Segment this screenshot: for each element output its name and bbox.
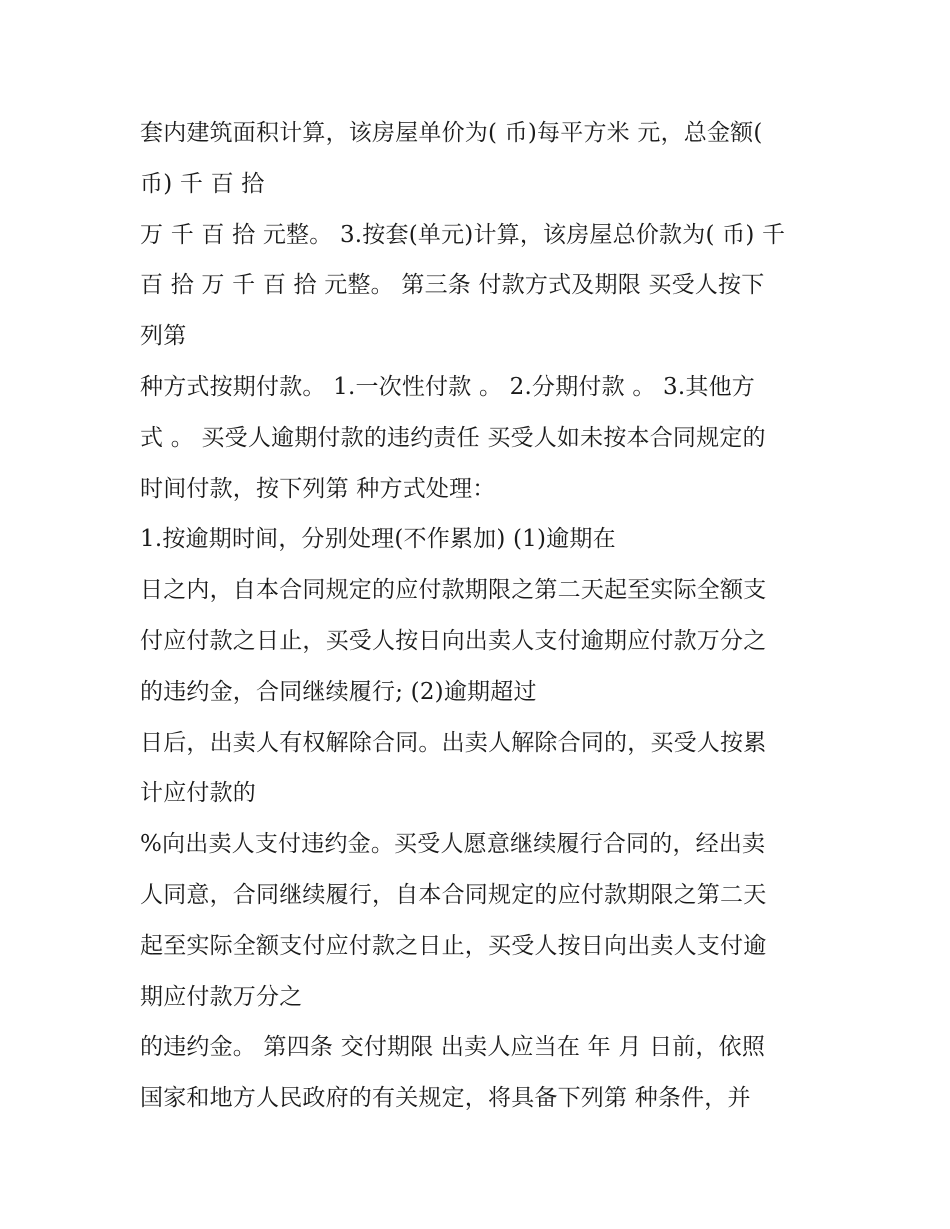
text-line: 起至实际全额支付应付款之日止，买受人按日向出卖人支付逾: [140, 932, 767, 959]
text-line: 币) 千 百 拾: [140, 170, 265, 197]
text-line: 式 。 买受人逾期付款的违约责任 买受人如未按本合同规定的: [140, 424, 766, 451]
text-line: 计应付款的: [140, 780, 256, 807]
text-line: 付应付款之日止，买受人按日向出卖人支付逾期应付款万分之: [140, 627, 767, 654]
text-line: 万 千 百 拾 元整。 3.按套(单元)计算，该房屋总价款为( 币) 千: [140, 221, 786, 248]
contract-body-text: [140, 108, 830, 1124]
text-line: 时间付款，按下列第 种方式处理：: [140, 475, 496, 502]
text-line: 列第: [140, 323, 187, 350]
text-line: 的违约金，合同继续履行; (2)逾期超过: [140, 678, 537, 705]
text-line: 人同意，合同继续履行，自本合同规定的应付款期限之第二天: [140, 881, 767, 908]
text-line: 日之内，自本合同规定的应付款期限之第二天起至实际全额支: [140, 577, 767, 604]
text-line: 国家和地方人民政府的有关规定，将具备下列第 种条件，并: [140, 1085, 751, 1112]
text-line: 百 拾 万 千 百 拾 元整。 第三条 付款方式及期限 买受人按下: [140, 272, 765, 299]
text-line: 种方式按期付款。 1.一次性付款 。 2.分期付款 。 3.其他方: [140, 373, 755, 400]
text-line: %向出卖人支付违约金。买受人愿意继续履行合同的，经出卖: [140, 831, 766, 858]
text-line: 的违约金。 第四条 交付期限 出卖人应当在 年 月 日前，依照: [140, 1034, 766, 1061]
text-line: 套内建筑面积计算，该房屋单价为( 币)每平方米 元，总金额(: [140, 120, 763, 146]
text-line: 日后，出卖人有权解除合同。出卖人解除合同的，买受人按累: [140, 729, 767, 756]
text-line: 期应付款万分之: [140, 983, 303, 1010]
text-line: 1.按逾期时间，分别处理(不作累加) (1)逾期在: [140, 526, 616, 553]
